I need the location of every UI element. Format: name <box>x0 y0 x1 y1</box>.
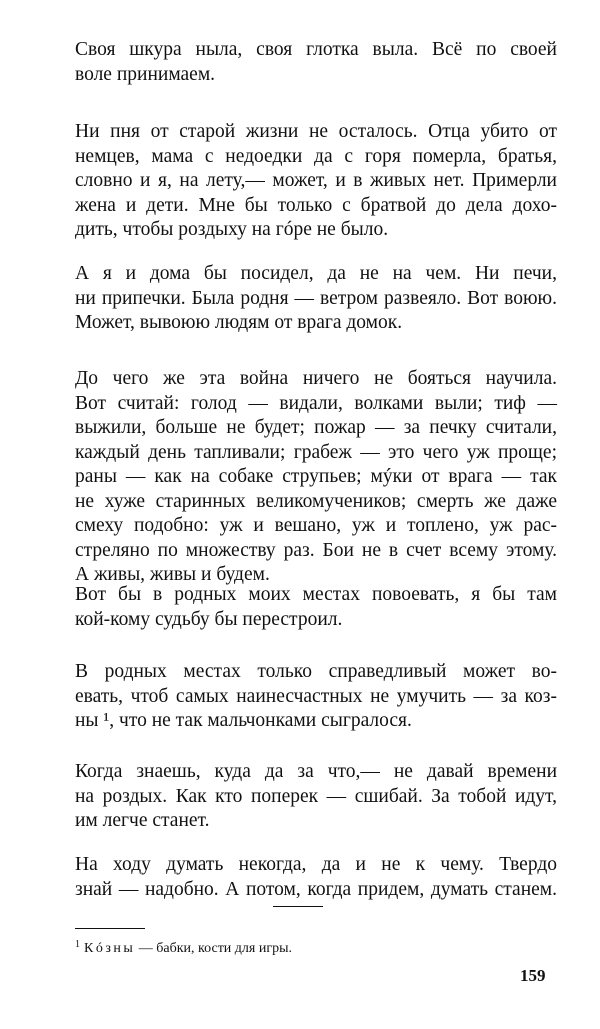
paragraph-4 <box>75 367 557 588</box>
footnote-text: — бабки, кости для игры. <box>135 941 292 956</box>
paragraph-7 <box>75 760 557 834</box>
section-separator <box>273 906 323 907</box>
text-line: кой-кому судьбу бы перестроил. <box>75 608 343 630</box>
text-line: Может, вывоюю людям от врага домок. <box>75 312 403 333</box>
page-number: 159 <box>520 966 546 985</box>
text-line: ни припечки. Была родня — ветром развеяло. Вот воюю. <box>75 287 557 309</box>
text-line: раны — как на собаке струпьев; мýки от врага — так <box>75 466 557 487</box>
paragraph-6 <box>75 660 557 734</box>
text-line: жена и дети. Мне бы только с братвой до дела дохо- <box>75 194 557 216</box>
footnote-term: Кóзны <box>84 941 136 956</box>
text-line: Своя шкура ныла, своя глотка выла. Всё по своей <box>75 39 557 60</box>
paragraph-5 <box>75 583 557 632</box>
text-line: Вот бы в родных моих местах повоевать, я бы там <box>75 584 557 605</box>
text-line: воле принимаем. <box>75 63 216 85</box>
paragraph-1 <box>75 38 557 87</box>
text-line: евать, чтоб самых наинесчастных не умучить — за коз- <box>75 685 557 707</box>
text-line: стреляно по множеству раз. Бои не в счет всему этому. <box>75 539 557 561</box>
text-line: знай — надобно. А потом, когда придем, думать станем. <box>75 878 557 900</box>
text-line: Вот считай: голод — видали, волками выли; тиф — <box>75 392 557 414</box>
footnote <box>75 936 292 958</box>
paragraph-3 <box>75 262 557 336</box>
text-line: на роздых. Как кто поперек — сшибай. За тобой идут, <box>75 785 557 807</box>
paragraph-8 <box>75 853 557 902</box>
text-line: словно и я, на лету,— может, и в живых нет. Примерли <box>75 170 557 191</box>
footnote-marker: 1 <box>75 939 80 950</box>
text-line: немцев, мама с недоедки да с горя померла, братья, <box>75 145 557 167</box>
text-line: В родных местах только справедливый может во- <box>75 661 557 682</box>
text-line: Когда знаешь, куда да за что,— не давай времени <box>75 761 557 782</box>
text-line: ны ¹, что не так мальчонками сыгралося. <box>75 710 412 731</box>
text-line: До чего же эта война ничего не бояться научила. <box>75 368 557 389</box>
text-line: дить, чтобы роздыху на гóре не было. <box>75 219 389 240</box>
text-line: выжили, больше не будет; пожар — за печку считали, <box>75 417 557 438</box>
text-line: На ходу думать некогда, да и не к чему. Твердо <box>75 854 557 875</box>
paragraph-2 <box>75 120 557 243</box>
text-line: А я и дома бы посидел, да не на чем. Ни печи, <box>75 263 557 284</box>
text-line: им легче станет. <box>75 810 210 831</box>
text-line: каждый день тапливали; грабеж — это чего уж проще; <box>75 441 557 463</box>
text-line: не хуже старинных великомучеников; смерть же даже <box>75 490 557 512</box>
text-line: А живы, живы и будем. <box>75 564 270 585</box>
text-line: смеху подобно: уж и вешано, уж и топлено, уж рас- <box>75 515 557 536</box>
footnote-rule <box>75 928 145 929</box>
text-line: Ни пня от старой жизни не осталось. Отца убито от <box>75 121 557 142</box>
